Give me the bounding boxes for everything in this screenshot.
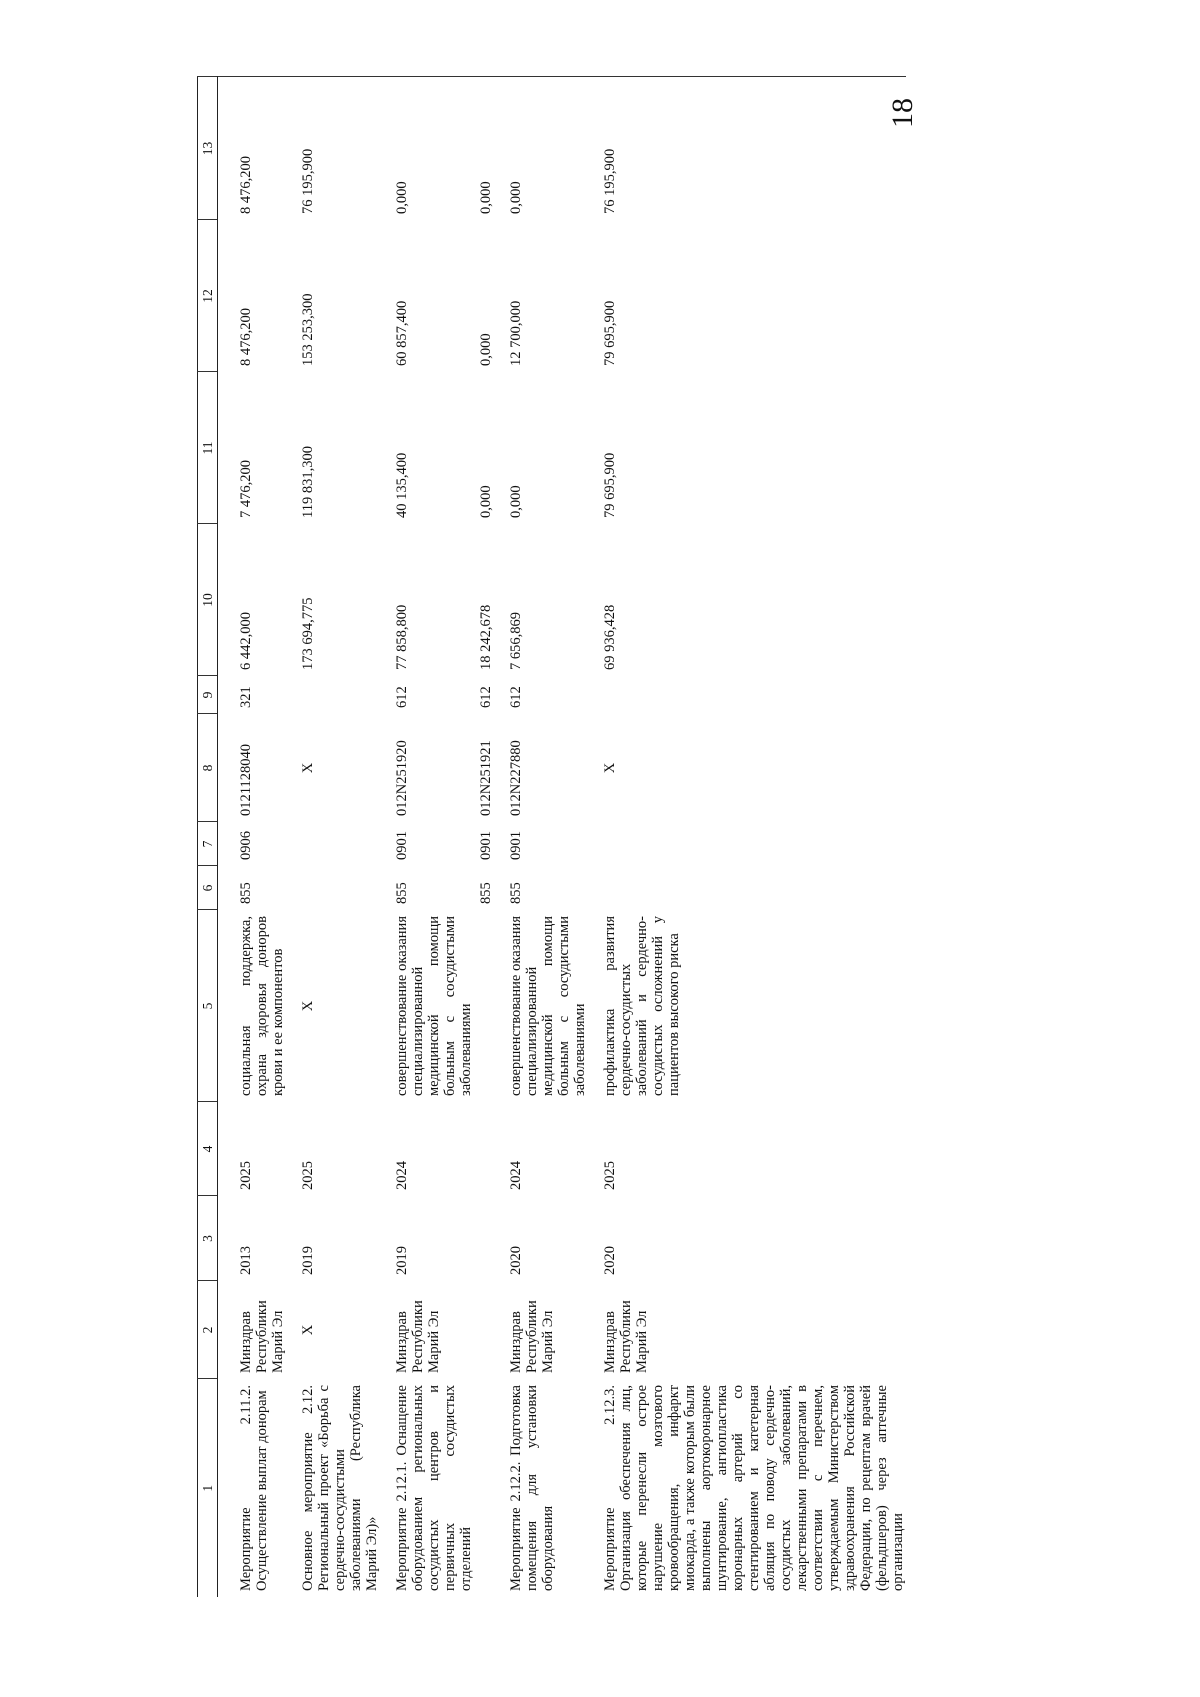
table-row: [380, 77, 474, 1597]
cell-start-year: 2013: [238, 1246, 254, 1275]
cell-amount-col10: 18 242,678: [478, 604, 494, 670]
cell-amount-col11: 79 695,900: [602, 452, 618, 518]
cell-csr: 0121128040: [238, 744, 254, 816]
cell-vr: 612: [478, 686, 494, 708]
column-header: 5: [198, 910, 218, 1102]
page-number: 18: [886, 98, 919, 128]
cell-rzpr: [588, 822, 906, 866]
budget-table: [197, 77, 906, 1598]
cell-vr: 612: [508, 686, 524, 708]
cell-start-year: 2020: [508, 1246, 524, 1275]
cell-executor: Минздрав Республики Марий Эл: [508, 1300, 556, 1373]
table-row: [588, 77, 906, 1597]
cell-amount-col10: 173 694,775: [300, 597, 316, 670]
cell-csr: Х: [602, 762, 618, 774]
cell-amount-col10: 77 858,800: [394, 604, 410, 670]
cell-amount-col11: 7 476,200: [238, 460, 254, 518]
cell-csr: 012N251921: [478, 740, 494, 816]
cell-expected-result: профилактика развития сердечно-сосудистых заболеваний и сердечно-сосудистых осложнений у пациентов высокого риска: [602, 916, 682, 1096]
cell-executor: Х: [300, 1324, 316, 1336]
cell-expected-result: совершенствование оказания специализированной медицинской помощи больным с сосудистыми заболеваниями: [394, 916, 474, 1096]
cell-expected-result: [474, 910, 494, 1102]
column-header: 6: [198, 866, 218, 910]
column-header: 10: [198, 524, 218, 676]
cell-amount-col13: 0,000: [508, 181, 524, 214]
cell-amount-col10: 69 936,428: [602, 604, 618, 670]
table-row: [474, 77, 494, 1597]
cell-amount-col11: 0,000: [478, 485, 494, 518]
column-header: 7: [198, 822, 218, 866]
column-header: 4: [198, 1102, 218, 1196]
column-header: 13: [198, 77, 218, 220]
table-row: [218, 77, 287, 1597]
cell-end-year: [474, 1102, 494, 1196]
cell-amount-col13: 0,000: [394, 181, 410, 214]
cell-csr: 012N251920: [394, 740, 410, 816]
cell-grbs: [588, 866, 906, 910]
cell-grbs: 855: [478, 882, 494, 904]
cell-grbs: 855: [394, 882, 410, 904]
cell-start-year: 2019: [300, 1246, 316, 1275]
cell-amount-col13: 76 195,900: [602, 148, 618, 214]
cell-expected-result: совершенствование оказания специализированной медицинской помощи больным с сосудистыми заболеваниями: [508, 916, 588, 1096]
budget-table-rotated: [197, 77, 977, 1597]
cell-rzpr: [286, 822, 380, 866]
table-row: [494, 77, 588, 1597]
cell-amount-col11: 119 831,300: [300, 446, 316, 518]
column-header: 12: [198, 220, 218, 372]
column-header: 2: [198, 1281, 218, 1379]
cell-rzpr: 0901: [478, 831, 494, 860]
column-header: 1: [198, 1379, 218, 1597]
cell-executor: Минздрав Республики Марий Эл: [238, 1300, 286, 1373]
cell-end-year: 2024: [508, 1161, 524, 1190]
column-header-row: [198, 77, 218, 1597]
cell-rzpr: 0901: [394, 831, 410, 860]
cell-grbs: 855: [508, 882, 524, 904]
cell-expected-result: социальная поддержка, охрана здоровья доноров крови и ее компонентов: [238, 916, 286, 1096]
cell-start-year: 2020: [602, 1246, 618, 1275]
cell-event-name: Мероприятие 2.12.2. Подготовка помещения для установки оборудования: [508, 1385, 556, 1591]
cell-event-name: Мероприятие 2.12.1. Оснащение оборудованием региональных сосудистых центров и первичных сосудистых отделений: [394, 1385, 474, 1591]
cell-event-name: Мероприятие 2.12.3. Организация обеспечения лиц, которые перенесли острое нарушение мозгового кровообращения, инфаркт миокарда, а также которым были выполнены аортокоронарное шунтирование, ангиопластика коронарных артерий со стентированием и катетерная абляция по поводу сердечно-сосудистых заболеваний, лекарственными препаратами в соответствии с перечнем, утверждаемым Министерством здравоохранения Российской Федерации, по рецептам врачей (фельдшеров) через аптечные организации: [602, 1385, 906, 1591]
cell-end-year: 2025: [300, 1161, 316, 1190]
cell-start-year: 2019: [394, 1246, 410, 1275]
cell-event-name: [474, 1379, 494, 1597]
cell-amount-col12: 0,000: [478, 333, 494, 366]
column-header: 11: [198, 372, 218, 524]
cell-vr: [588, 676, 906, 714]
cell-vr: 321: [238, 686, 254, 708]
cell-grbs: 855: [238, 882, 254, 904]
cell-executor: [474, 1281, 494, 1379]
cell-end-year: 2024: [394, 1161, 410, 1190]
cell-amount-col13: 76 195,900: [300, 148, 316, 214]
cell-end-year: 2025: [602, 1161, 618, 1190]
cell-vr: 612: [394, 686, 410, 708]
cell-amount-col10: 7 656,869: [508, 612, 524, 670]
cell-amount-col13: 8 476,200: [238, 156, 254, 214]
cell-amount-col12: 79 695,900: [602, 300, 618, 366]
column-header: 3: [198, 1196, 218, 1281]
cell-csr: Х: [300, 762, 316, 774]
cell-rzpr: 0906: [238, 831, 254, 860]
cell-amount-col12: 153 253,300: [300, 293, 316, 366]
cell-end-year: 2025: [238, 1161, 254, 1190]
cell-rzpr: 0901: [508, 831, 524, 860]
cell-amount-col11: 40 135,400: [394, 452, 410, 518]
cell-grbs: [286, 866, 380, 910]
cell-event-name: Основное мероприятие 2.12. Региональный проект «Борьба с сердечно-сосудистыми заболеваниями (Республика Марий Эл)»: [300, 1385, 380, 1591]
cell-amount-col13: 0,000: [478, 181, 494, 214]
cell-amount-col12: 60 857,400: [394, 300, 410, 366]
cell-csr: 012N227880: [508, 740, 524, 816]
cell-amount-col11: 0,000: [508, 485, 524, 518]
cell-amount-col10: 6 442,000: [238, 612, 254, 670]
column-header: 9: [198, 676, 218, 714]
cell-event-name: Мероприятие 2.11.2. Осуществление выплат донорам: [238, 1385, 270, 1591]
table-row: [286, 77, 380, 1597]
cell-vr: [286, 676, 380, 714]
cell-executor: Минздрав Республики Марий Эл: [602, 1300, 650, 1373]
cell-expected-result: Х: [300, 1000, 316, 1012]
column-header: 8: [198, 714, 218, 822]
cell-executor: Минздрав Республики Марий Эл: [394, 1300, 442, 1373]
cell-amount-col12: 8 476,200: [238, 308, 254, 366]
cell-start-year: [474, 1196, 494, 1281]
cell-amount-col12: 12 700,000: [508, 300, 524, 366]
